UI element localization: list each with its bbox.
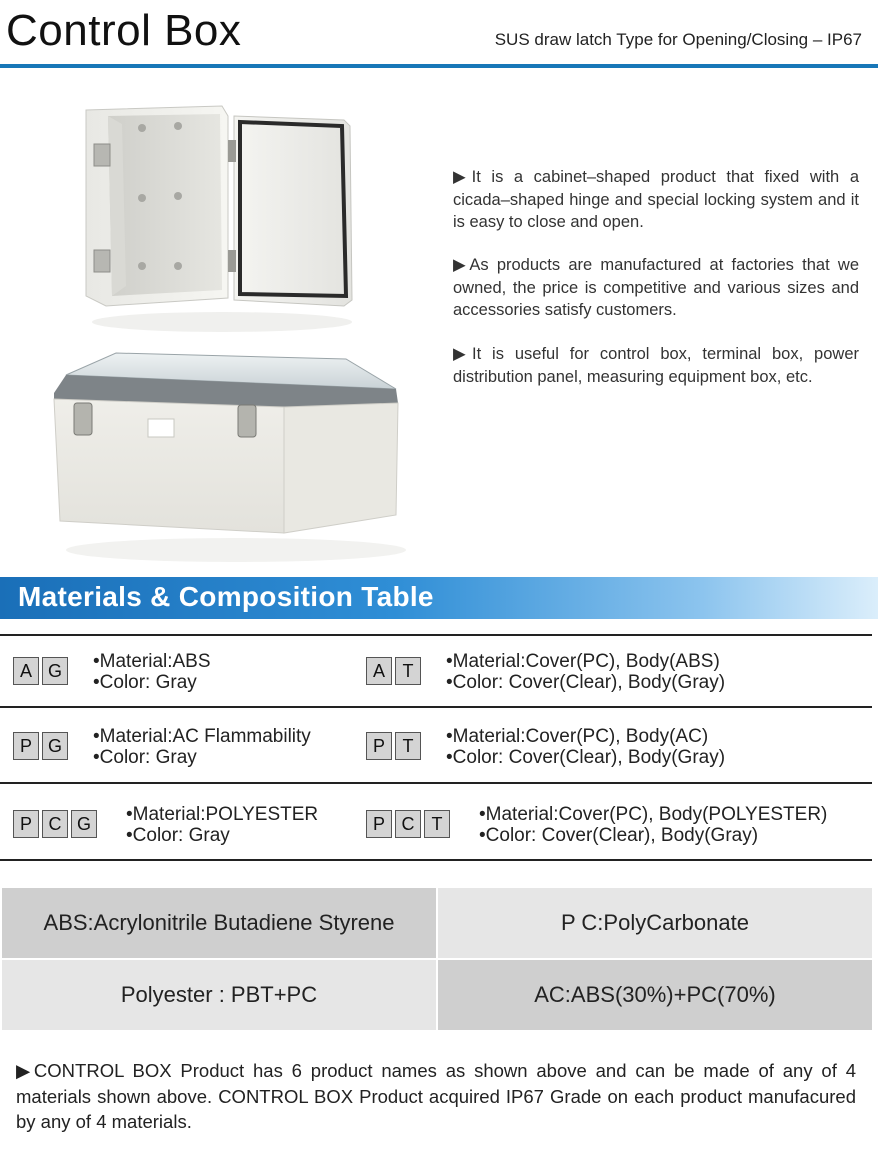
title-divider bbox=[0, 64, 878, 68]
material-line: •Material:AC Flammability bbox=[93, 726, 311, 747]
color-line: •Color: Cover(Clear), Body(Gray) bbox=[479, 825, 759, 846]
abbreviation-table bbox=[2, 888, 872, 1032]
legend-polyester: Polyester : PBT+PC bbox=[2, 960, 436, 1030]
material-line: •Material:Cover(PC), Body(AC) bbox=[446, 726, 709, 747]
material-desc-pt bbox=[446, 726, 725, 768]
material-code-pct bbox=[366, 810, 450, 838]
legend-ac: AC:ABS(30%)+PC(70%) bbox=[438, 960, 872, 1030]
material-code-ag bbox=[13, 657, 68, 685]
footer-note: ▶CONTROL BOX Product has 6 product names as shown above and can be made of any of 4 materials shown above. CONTROL BOX Product acquired IP67 Grade on each product manufacured by any of 4 materials. bbox=[16, 1060, 856, 1132]
material-code-pt bbox=[366, 732, 421, 760]
material-code-pcg bbox=[13, 810, 97, 838]
table-divider bbox=[0, 782, 872, 784]
material-desc-pcg bbox=[126, 804, 318, 846]
code-letter: P bbox=[13, 732, 39, 760]
material-desc-pg bbox=[93, 726, 311, 768]
material-line: •Material:POLYESTER bbox=[126, 804, 319, 825]
table-divider bbox=[0, 859, 872, 861]
material-desc-pct bbox=[479, 804, 827, 846]
code-letter: C bbox=[395, 810, 421, 838]
color-line: •Color: Gray bbox=[93, 672, 197, 693]
description-paragraph-3: ▶It is useful for control box, terminal box, power distribution panel, measuring equipment box, etc. bbox=[453, 345, 859, 386]
code-letter: G bbox=[42, 657, 68, 685]
code-letter: P bbox=[366, 810, 392, 838]
code-letter: P bbox=[13, 810, 39, 838]
description-paragraph-2: ▶As products are manufactured at factories that we owned, the price is competitive and various sizes and accessories satisfy customers. bbox=[453, 256, 859, 319]
legend-pc: P C:PolyCarbonate bbox=[438, 888, 872, 958]
code-letter: C bbox=[42, 810, 68, 838]
code-letter: T bbox=[424, 810, 450, 838]
open-box-image bbox=[82, 100, 372, 340]
material-line: •Material:Cover(PC), Body(POLYESTER) bbox=[479, 804, 828, 825]
page-title: Control Box bbox=[6, 6, 242, 55]
description-paragraph-1: ▶It is a cabinet–shaped product that fixed with a cicada–shaped hinge and special locking system and it is easy to close and open. bbox=[453, 168, 859, 231]
color-line: •Color: Gray bbox=[126, 825, 230, 846]
material-desc-at bbox=[446, 651, 725, 693]
material-code-at bbox=[366, 657, 421, 685]
color-line: •Color: Cover(Clear), Body(Gray) bbox=[446, 747, 726, 768]
closed-box-image bbox=[46, 345, 406, 570]
table-divider bbox=[0, 634, 872, 636]
code-letter: P bbox=[366, 732, 392, 760]
material-code-pg bbox=[13, 732, 68, 760]
legend-abs: ABS:Acrylonitrile Butadiene Styrene bbox=[2, 888, 436, 958]
page-subtitle: SUS draw latch Type for Opening/Closing – IP67 bbox=[494, 30, 862, 49]
code-letter: A bbox=[13, 657, 39, 685]
table-divider bbox=[0, 706, 872, 708]
material-line: •Material:ABS bbox=[93, 651, 211, 672]
material-desc-ag bbox=[93, 651, 211, 693]
section-banner bbox=[0, 577, 878, 619]
code-letter: G bbox=[71, 810, 97, 838]
code-letter: G bbox=[42, 732, 68, 760]
code-letter: A bbox=[366, 657, 392, 685]
color-line: •Color: Cover(Clear), Body(Gray) bbox=[446, 672, 726, 693]
color-line: •Color: Gray bbox=[93, 747, 197, 768]
code-letter: T bbox=[395, 732, 421, 760]
code-letter: T bbox=[395, 657, 421, 685]
material-line: •Material:Cover(PC), Body(ABS) bbox=[446, 651, 720, 672]
section-title: Materials & Composition Table bbox=[18, 581, 434, 612]
